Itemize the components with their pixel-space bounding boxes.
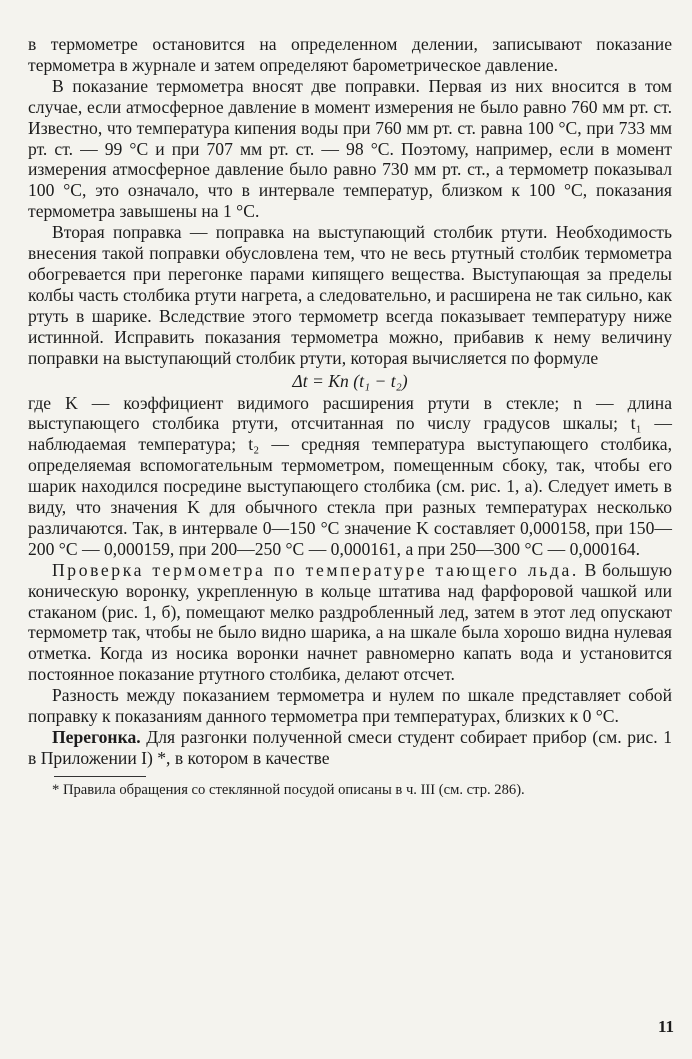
paragraph-ice-check: [28, 560, 672, 685]
ice-check-text: В большую коническую воронку, укрепленную в кольце штатива над фарфоровой чашкой или стаканом (рис. 1, б), помещают мелко раздробленный лед, затем в этот лед опускают термометр так, чтобы не было видно шарика, а на шкале была хорошо видна нулевая отметка. Когда из носика воронки начнет равномерно капать вода и установится постоянное показание ртутного столбика, делают отсчет.: [28, 559, 672, 685]
distillation-heading: Перегонка.: [52, 727, 141, 747]
page-number: 11: [657, 1017, 674, 1036]
paragraph-zero-correction: Разность между показанием термометра и нулем по шкале представляет собой поправку к показаниям данного термометра при температурах, близких к 0 °С.: [28, 685, 672, 727]
paragraph-distillation: [28, 727, 672, 769]
footnote: * Правила обращения со стеклянной посудой описаны в ч. III (см. стр. 286).: [52, 781, 525, 798]
paragraph-formula-explanation: где K — коэффициент видимого расширения ртути в стекле; n — длина выступающего столбика ртути, отсчитанная по числу градусов шкалы; t₁ — наблюдаемая температура; t₂ — средняя температура выступающего столбика, определяемая вспомогательным термометром, помещенным сбоку, так, чтобы его шарик находился посредине выступающего столбика (см. рис. 1, а). Следует иметь в виду, что значения K для обычного стекла при разных температурах несколько различаются. Так, в интервале 0—150 °С значение K составляет 0,000158, при 150—200 °С — 0,000159, при 200—250 °С — 0,000161, а при 250—300 °С — 0,000164.: [28, 392, 672, 559]
paragraph-mercury-column-correction: Вторая поправка — поправка на выступающий столбик ртути. Необходимость внесения такой поправки обусловлена тем, что не весь ртутный столбик термометра обогревается при перегонке парами кипящего вещества. Выступающая за пределы колбы часть столбика ртути нагрета, а следовательно, и расширена не так сильно, как ртуть в шарике. Вследствие этого термометр всегда показывает температуру ниже истинной. Исправить показания термометра можно, прибавив к нему величину поправки на выступающий столбик ртути, которая вычисляется по формуле: [28, 222, 672, 368]
ice-check-heading: Проверка термометра по температуре тающего льда.: [52, 559, 579, 580]
footnote-divider: [54, 776, 146, 777]
paragraph-pressure-correction: В показание термометра вносят две поправки. Первая из них вносится в том случае, если атмосферное давление в момент измерения не было равно 760 мм рт. ст. Известно, что температура кипения воды при 760 мм рт. ст. равна 100 °С, при 733 мм рт. ст. — 99 °С и при 707 мм рт. ст. — 98 °С. Поэтому, например, если в момент измерения атмосферное давление было равно 730 мм рт. ст., а термометр показывал 100 °С, это означало, что в интервале температур, близком к 100 °С, показания термометра завышены на 1 °С.: [28, 75, 672, 222]
distillation-text: Для разгонки полученной смеси студент собирает прибор (см. рис. 1 в Приложении I) *, в котором в качестве: [28, 727, 673, 768]
correction-formula: Δt = Kn (t₁ − t₂): [292, 370, 408, 391]
paragraph-continuation: в термометре остановится на определенном делении, записывают показание термометра в журнале и затем определяют барометрическое давление.: [28, 34, 672, 75]
